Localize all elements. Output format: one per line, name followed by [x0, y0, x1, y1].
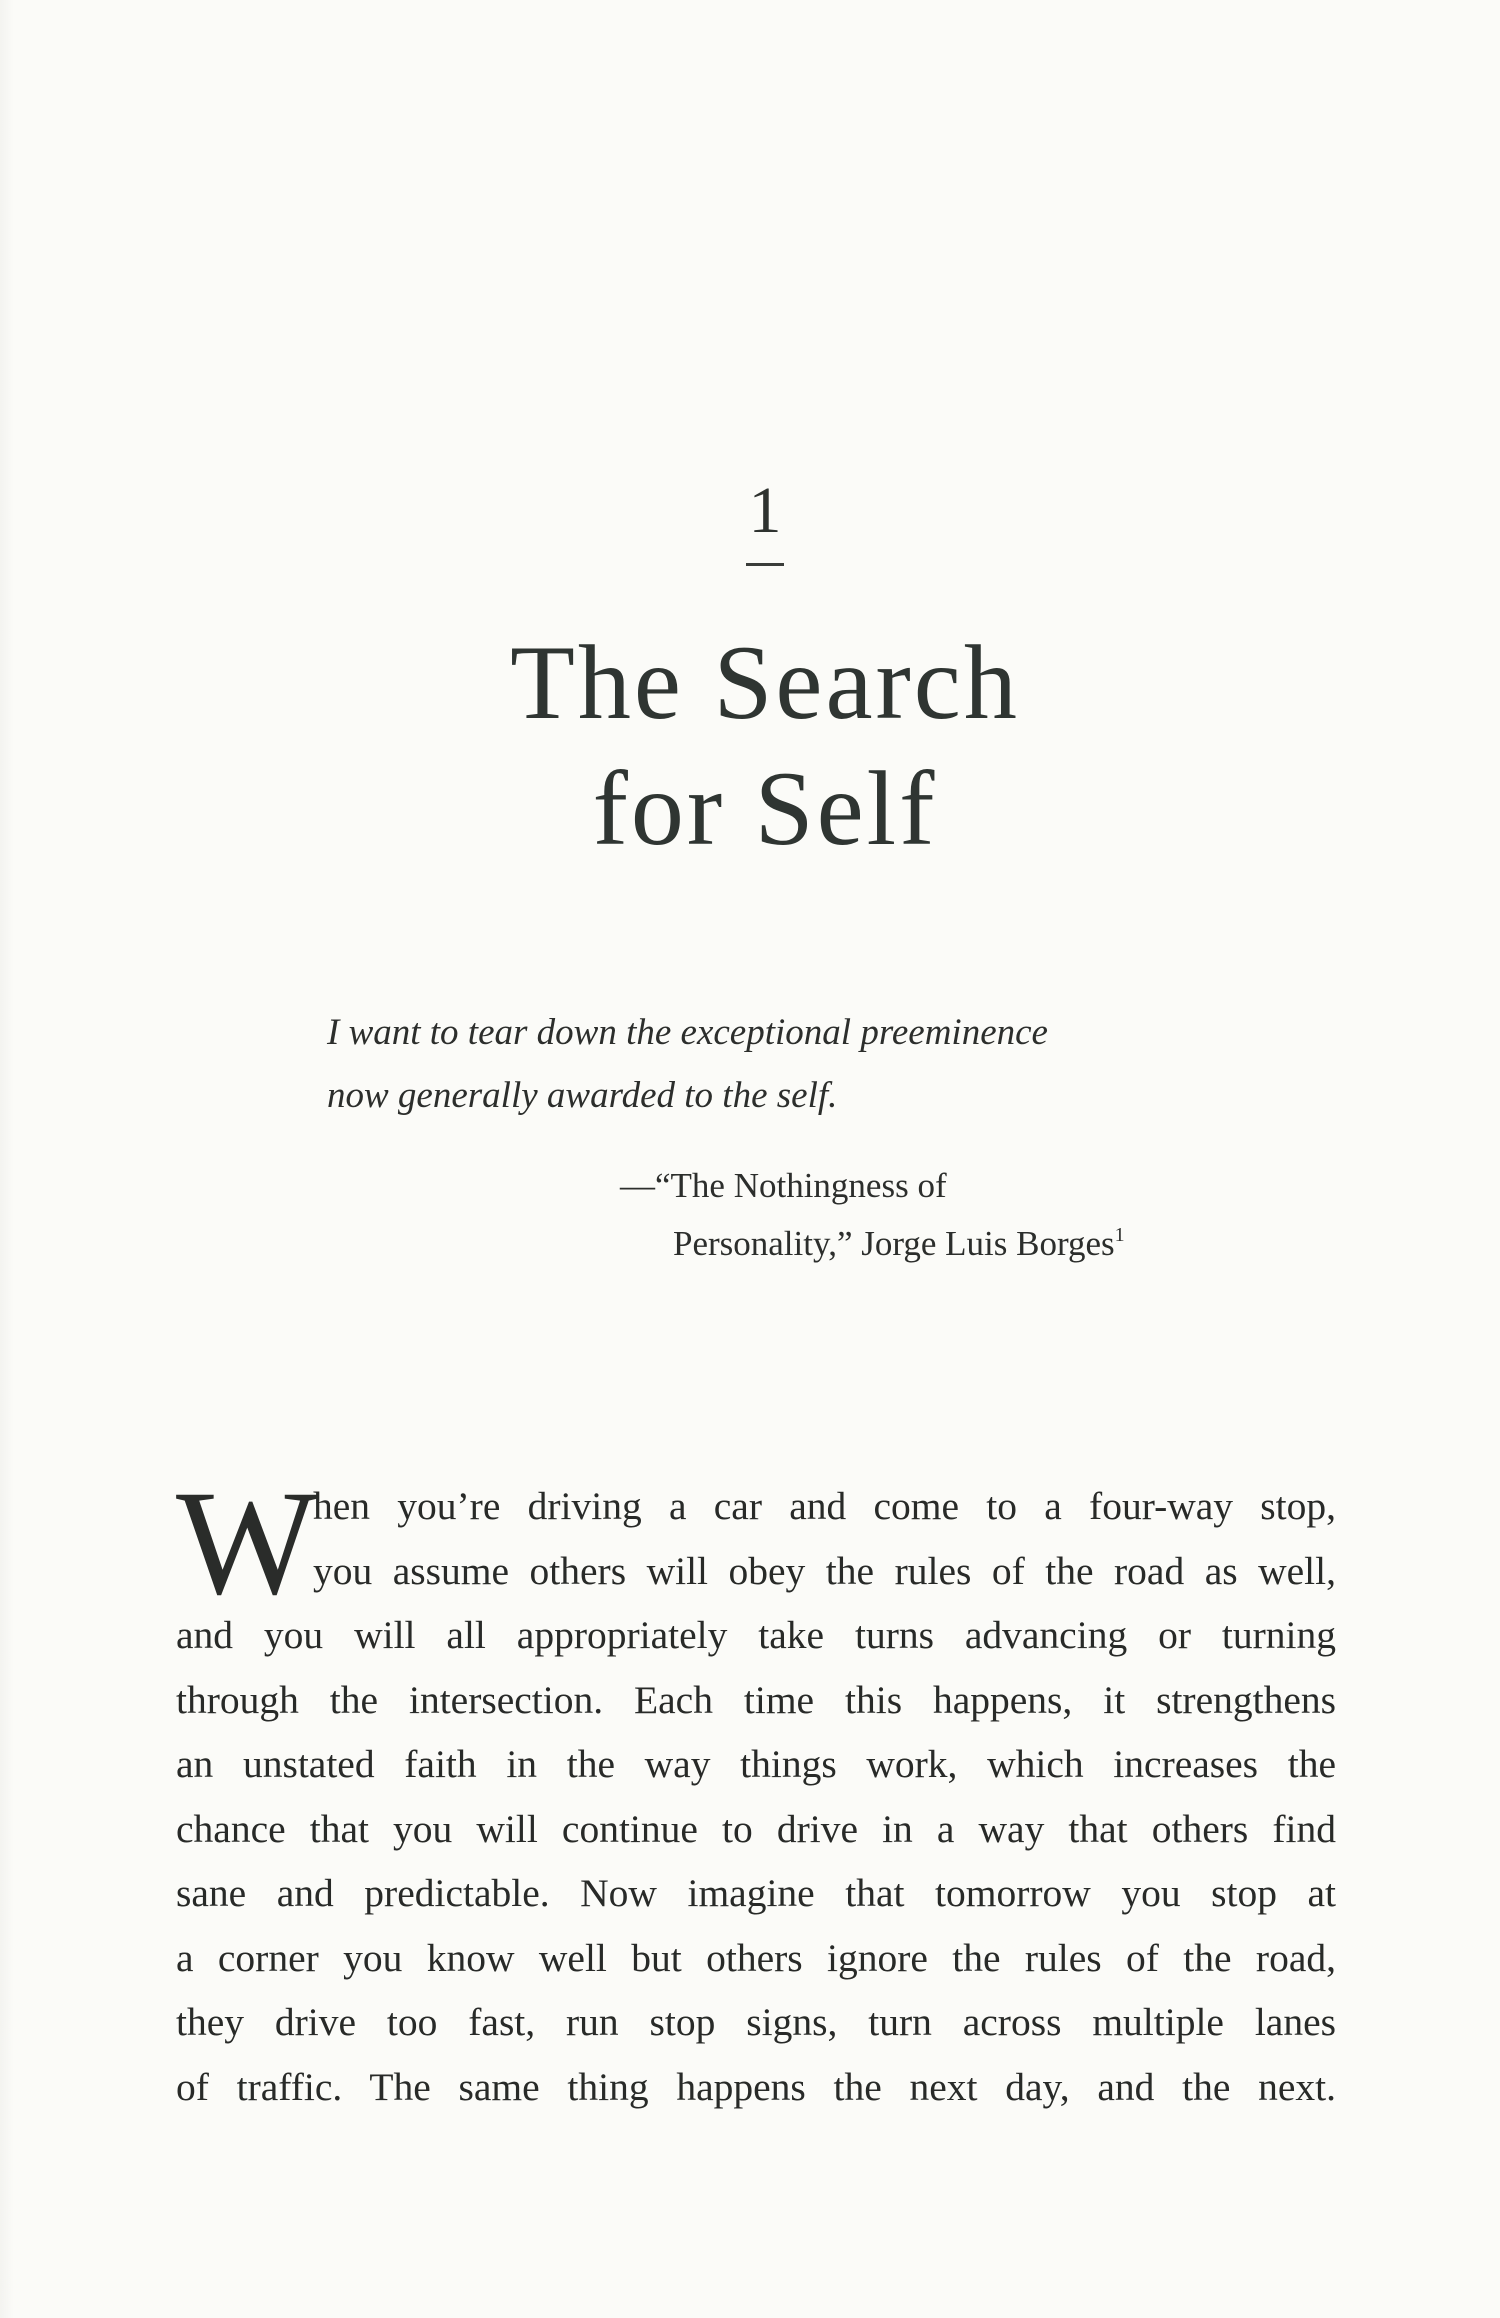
body-line: hen you’re driving a car and come to a four-way stop,: [313, 1484, 1336, 1528]
chapter-number: 1: [748, 474, 782, 547]
body-line: a corner you know well but others ignore the rules of the road,: [176, 1935, 1336, 1980]
chapter-title-line-1: The Search: [510, 624, 1020, 741]
body-line: they drive too fast, run stop signs, turn across multiple lanes: [176, 2000, 1336, 2044]
attribution-author: Personality,” Jorge Luis Borges: [673, 1224, 1115, 1263]
chapter-title-line-2: for Self: [592, 750, 938, 867]
epigraph-attribution: [620, 1157, 1320, 1273]
footnote-marker: 1: [1114, 1224, 1125, 1246]
body-paragraph: [176, 1474, 1336, 2119]
epigraph-line-2: now generally awarded to the self.: [327, 1075, 838, 1116]
body-line: chance that you will continue to drive in a way that others find: [176, 1806, 1336, 1851]
attribution-line-2: [620, 1215, 1320, 1273]
body-line: of traffic. The same thing happens the next day, and the next.: [176, 2064, 1336, 2109]
chapter-number-rule: [746, 563, 784, 566]
drop-cap: W: [176, 1460, 318, 1626]
chapter-title: [0, 620, 1500, 872]
body-line: you assume others will obey the rules of the road as well,: [313, 1548, 1336, 1593]
body-line: and you will all appropriately take turns advancing or turning: [176, 1613, 1336, 1657]
attribution-line-1: —“The Nothingness of: [620, 1166, 947, 1205]
body-line: through the intersection. Each time this happens, it strengthens: [176, 1677, 1336, 1722]
epigraph-quote: [327, 1001, 1227, 1127]
epigraph-line-1: I want to tear down the exceptional preeminence: [327, 1012, 1048, 1053]
body-line: sane and predictable. Now imagine that tomorrow you stop at: [176, 1871, 1336, 1915]
body-line: an unstated faith in the way things work, which increases the: [176, 1742, 1336, 1786]
page-edge-shadow: [0, 0, 14, 2318]
